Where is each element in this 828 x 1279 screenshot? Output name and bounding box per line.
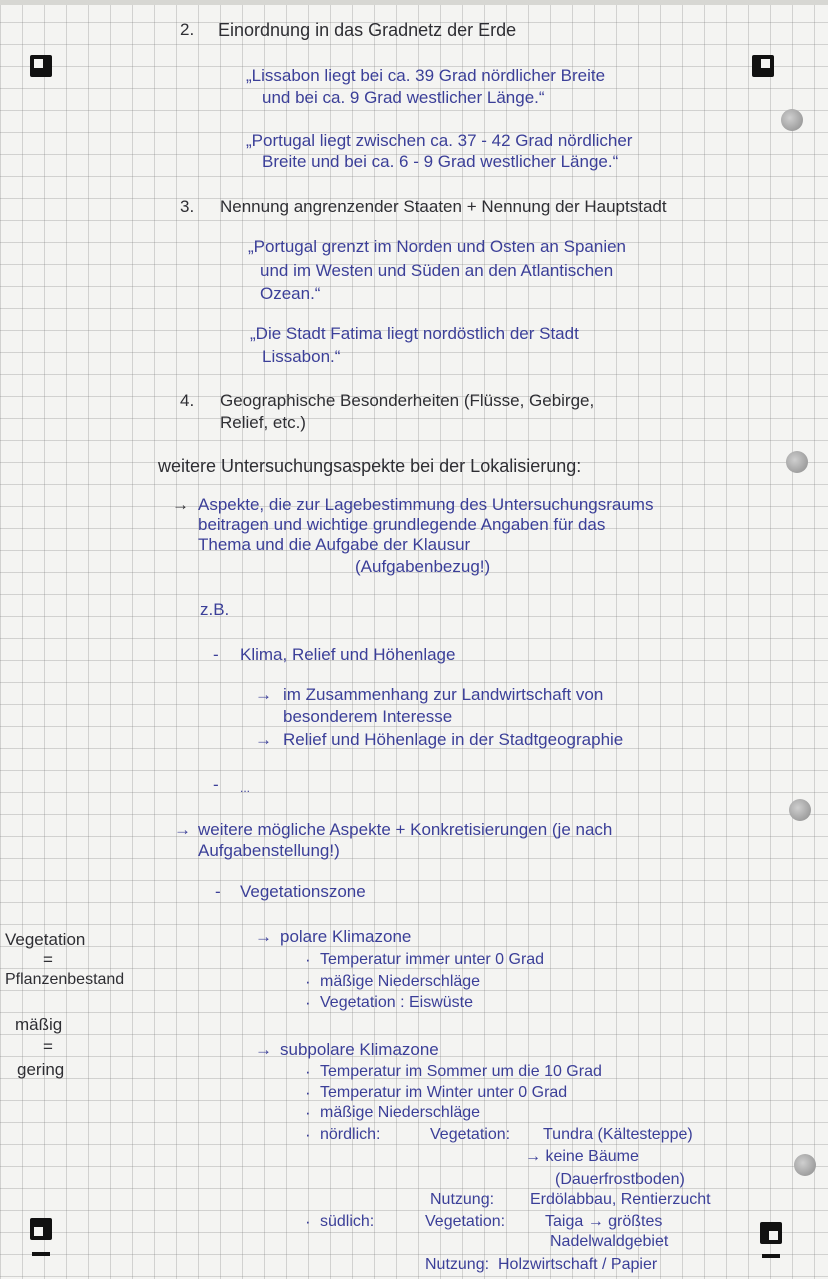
- note-line: (Dauerfrostboden): [555, 1171, 685, 1188]
- arrow-icon: →: [255, 927, 272, 946]
- zone-title: polare Klimazone: [280, 927, 412, 946]
- arrow-icon: →: [255, 730, 272, 749]
- margin-term: mäßig: [15, 1015, 63, 1034]
- quote-line: „Lissabon liegt bei ca. 39 Grad nördlicher Breite: [246, 66, 606, 85]
- note-line: beitragen und wichtige grundlegende Angaben für das: [198, 515, 606, 534]
- section-heading: Relief, etc.): [220, 413, 306, 432]
- note-line: Erdölabbau, Rentierzucht: [530, 1191, 711, 1208]
- note-line: besonderem Interesse: [283, 707, 453, 726]
- note-line: Aufgabenstellung!): [198, 841, 340, 860]
- punch-hole-icon: [781, 109, 803, 131]
- quote-line: und bei ca. 9 Grad westlicher Länge.“: [262, 88, 545, 107]
- north-label: nördlich:: [320, 1126, 381, 1143]
- bullet: ·: [305, 972, 311, 991]
- section-heading: Geographische Besonderheiten (Flüsse, Gebirge,: [220, 391, 595, 410]
- zone-title: subpolare Klimazone: [280, 1040, 439, 1059]
- note-line: Relief und Höhenlage in der Stadtgeographie: [283, 730, 624, 749]
- corner-marker-icon: [30, 1218, 52, 1240]
- quote-line: „Die Stadt Fatima liegt nordöstlich der Stadt: [250, 324, 579, 343]
- note-line: Taiga → größtes: [545, 1213, 663, 1230]
- vegetation-label: Vegetation:: [430, 1126, 511, 1143]
- corner-marker-icon: [760, 1222, 782, 1244]
- quote-line: Lissabon.“: [262, 347, 341, 366]
- marker-dash: [762, 1254, 780, 1258]
- note-line: → keine Bäume: [525, 1148, 639, 1165]
- example-label: z.B.: [200, 600, 230, 619]
- note-line: Thema und die Aufgabe der Klausur: [198, 535, 471, 554]
- arrow-icon: →: [172, 495, 189, 514]
- south-label: südlich:: [320, 1213, 375, 1230]
- quote-line: Ozean.“: [260, 284, 321, 303]
- subheading: weitere Untersuchungsaspekte bei der Lokalisierung:: [158, 456, 582, 476]
- note-line: im Zusammenhang zur Landwirtschaft von: [283, 685, 604, 704]
- bullet: ·: [305, 993, 311, 1012]
- punch-hole-icon: [786, 451, 808, 473]
- section-heading: Einordnung in das Gradnetz der Erde: [218, 20, 517, 40]
- quote-line: „Portugal grenzt im Norden und Osten an Spanien: [248, 237, 627, 256]
- margin-definition: gering: [17, 1060, 65, 1079]
- ellipsis: ...: [240, 781, 251, 795]
- vegetation-label: Vegetation:: [425, 1213, 506, 1230]
- note-line: Klima, Relief und Höhenlage: [240, 645, 456, 664]
- quote-line: und im Westen und Süden an den Atlantischen: [260, 261, 614, 280]
- bullet: ·: [305, 950, 311, 969]
- note-line: Vegetation : Eiswüste: [320, 994, 473, 1011]
- note-line: (Aufgabenbezug!): [355, 557, 491, 576]
- corner-marker-icon: [30, 55, 52, 77]
- dash-bullet: -: [213, 775, 219, 794]
- quote-line: Breite und bei ca. 6 - 9 Grad westlicher Länge.“: [262, 152, 619, 171]
- usage-label: Nutzung:: [425, 1256, 490, 1273]
- corner-marker-icon: [752, 55, 774, 77]
- bullet: ·: [305, 1212, 311, 1231]
- note-line: Vegetationszone: [240, 882, 366, 901]
- note-line: Temperatur im Sommer um die 10 Grad: [320, 1063, 602, 1080]
- section-heading: Nennung angrenzender Staaten + Nennung der Hauptstadt: [220, 197, 667, 216]
- arrow-icon: →: [255, 685, 272, 704]
- bullet: ·: [305, 1062, 311, 1081]
- margin-term: Vegetation: [5, 930, 86, 949]
- note-line: Temperatur immer unter 0 Grad: [320, 951, 545, 968]
- section-number: 3.: [180, 197, 195, 216]
- margin-equals: =: [43, 950, 53, 969]
- note-line: mäßige Niederschläge: [320, 973, 481, 990]
- punch-hole-icon: [789, 799, 811, 821]
- punch-hole-icon: [794, 1154, 816, 1176]
- bullet: ·: [305, 1103, 311, 1122]
- note-line: Nadelwaldgebiet: [550, 1233, 669, 1250]
- note-line: Temperatur im Winter unter 0 Grad: [320, 1084, 568, 1101]
- arrow-icon: →: [255, 1040, 272, 1059]
- note-line: weitere mögliche Aspekte + Konkretisierungen (je nach: [198, 820, 613, 839]
- note-line: Aspekte, die zur Lagebestimmung des Untersuchungsraums: [198, 495, 654, 514]
- quote-line: „Portugal liegt zwischen ca. 37 - 42 Grad nördlicher: [246, 131, 633, 150]
- dash-bullet: -: [213, 645, 219, 664]
- note-line: Tundra (Kältesteppe): [543, 1126, 693, 1143]
- dash-bullet: -: [215, 882, 221, 901]
- bullet: ·: [305, 1125, 311, 1144]
- page-top-edge: [0, 0, 828, 5]
- margin-equals: =: [43, 1037, 53, 1056]
- marker-dash: [32, 1252, 50, 1256]
- section-number: 2.: [180, 20, 195, 39]
- note-line: mäßige Niederschläge: [320, 1104, 481, 1121]
- usage-label: Nutzung:: [430, 1191, 495, 1208]
- section-number: 4.: [180, 391, 195, 410]
- arrow-icon: →: [174, 820, 191, 839]
- note-line: Holzwirtschaft / Papier: [498, 1256, 658, 1273]
- bullet: ·: [305, 1083, 311, 1102]
- margin-definition: Pflanzenbestand: [5, 971, 125, 988]
